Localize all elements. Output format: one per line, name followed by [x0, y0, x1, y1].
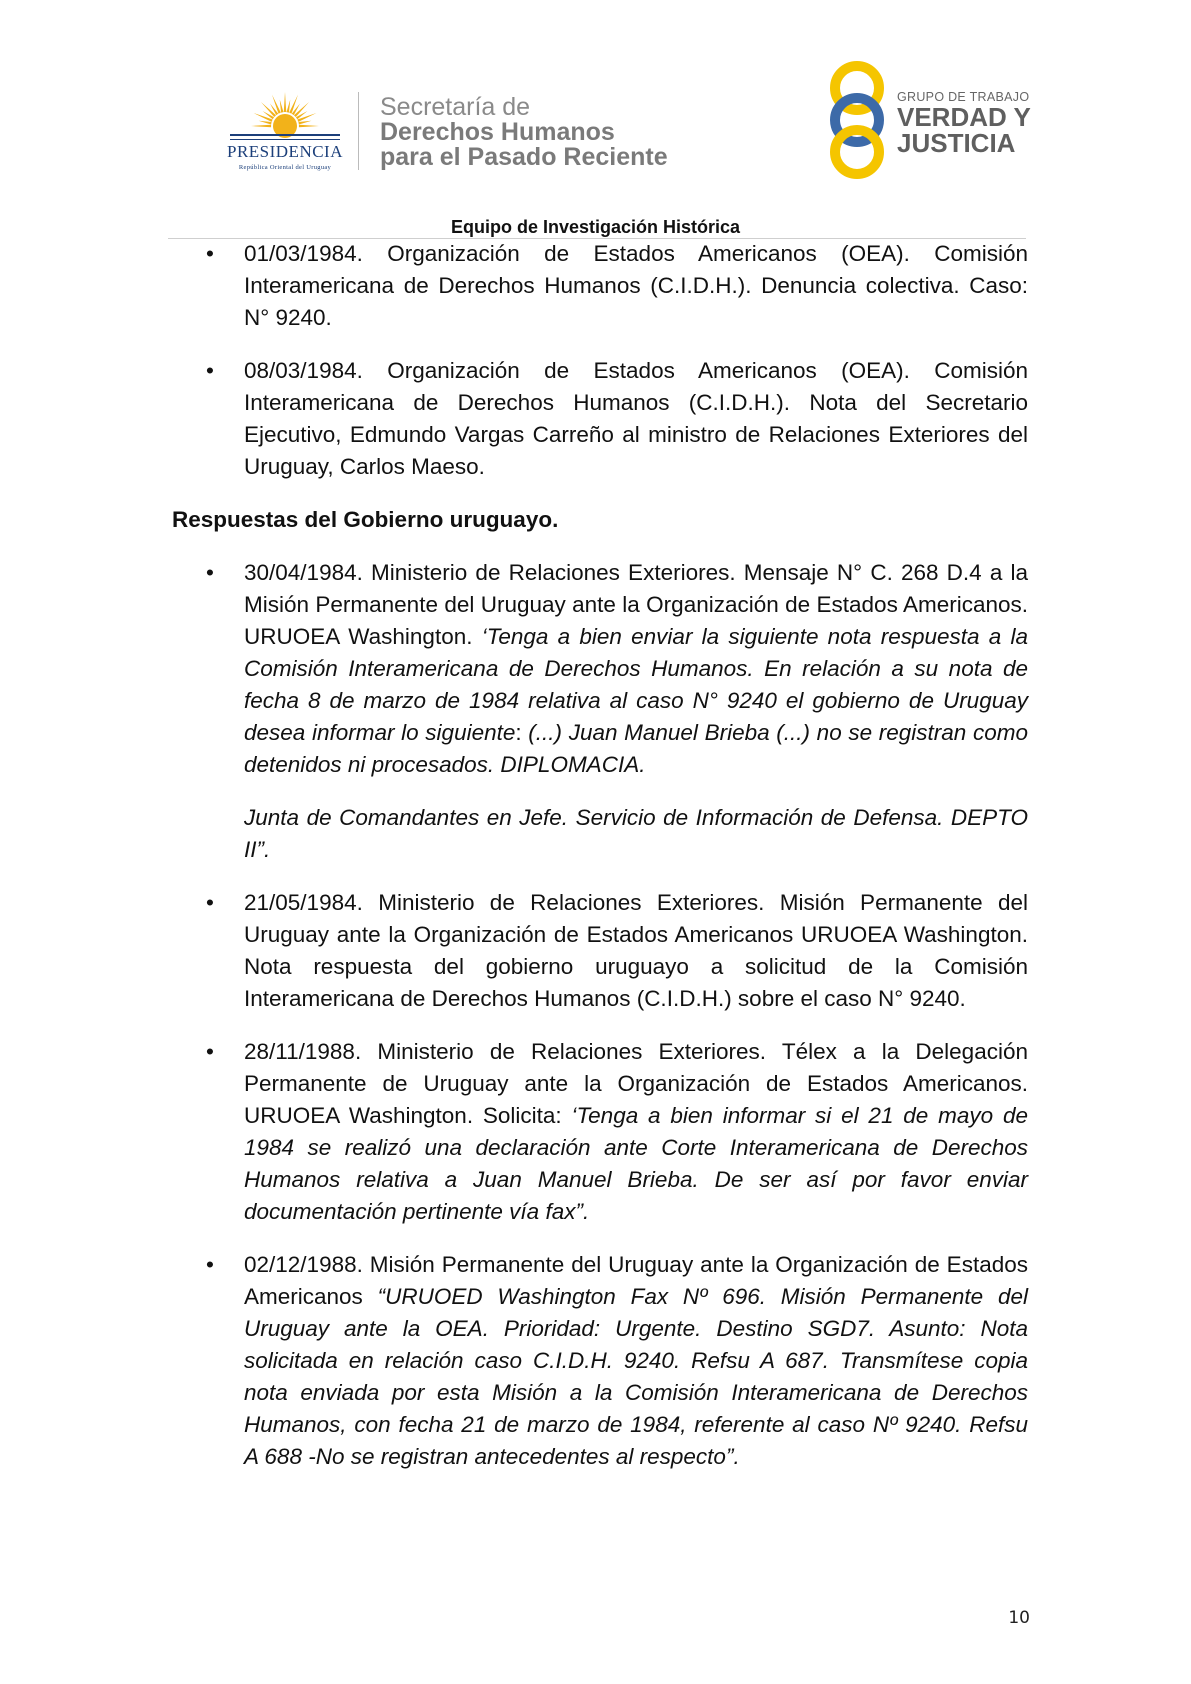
bullet-icon: •: [206, 560, 214, 585]
sun-ray: [284, 92, 287, 112]
header-divider: [358, 92, 359, 170]
grupo-line-2: VERDAD Y: [897, 102, 1031, 132]
sun-ray: [272, 95, 281, 114]
presidencia-text: PRESIDENCIA: [226, 142, 343, 161]
list-item: [172, 887, 1028, 1015]
item-quote-extra: Junta de Comandantes en Jefe. Servicio de Información de Defensa. DEPTO II”.: [244, 805, 1028, 862]
bullet-icon: •: [206, 1252, 214, 1277]
bullet-icon: •: [206, 890, 214, 915]
item-quote-2: (...) Juan Manuel Brieba (...) no se registran como detenidos ni procesados. DIPLOMACIA.: [244, 720, 1028, 777]
sun-ray: [298, 121, 311, 125]
list-item: [172, 557, 1028, 866]
team-title: Equipo de Investigación Histórica: [450, 217, 741, 237]
item-text: 28/11/1988. Ministerio de Relaciones Exteriores. Télex a la Delegación Permanente de Uruguay ante la Organización de Estados Americanos. URUOEA Washington. Solicita:: [244, 1039, 1028, 1128]
page-number: 10: [1008, 1608, 1030, 1628]
list-item: [172, 238, 1028, 334]
list-1: [172, 238, 1028, 483]
bullet-icon: •: [206, 1039, 214, 1064]
secretaria-line-2: Derechos Humanos: [380, 118, 615, 146]
grupo-trabajo-logo: [820, 58, 1050, 183]
sun-ray: [259, 121, 272, 125]
sun-ray: [299, 125, 319, 128]
presidencia-logo: [210, 88, 360, 180]
document-body: [172, 238, 1028, 1494]
list-item: [172, 1249, 1028, 1473]
item-text: 02/12/1988. Misión Permanente del Uruguay ante la Organización de Estados Americanos: [244, 1252, 1028, 1309]
sun-ray: [280, 100, 284, 113]
bullet-icon: •: [206, 358, 214, 383]
item-text-2: :: [515, 720, 529, 745]
linked-rings-icon: [820, 58, 895, 183]
item-quote: ‘Tenga a bien enviar la siguiente nota respuesta a la Comisión Interamericana de Derechos Humanos. En relación a su nota de fecha 8 de marzo de 1984 relativa al caso N° 9240 el gobierno de Uruguay desea informar lo siguiente: [244, 624, 1028, 745]
grupo-line-1: GRUPO DE TRABAJO: [897, 90, 1030, 104]
item-text: 01/03/1984. Organización de Estados Americanos (OEA). Comisión Interamericana de Derechos Humanos (C.I.D.H.). Denuncia colectiva. Caso: N° 9240.: [244, 241, 1028, 330]
item-text: 21/05/1984. Ministerio de Relaciones Exteriores. Misión Permanente del Uruguay ante la Organización de Estados Americanos URUOEA Washington. Nota respuesta del gobierno uruguayo a solicitud de la Comisión Interamericana de Derechos Humanos (C.I.D.H.) sobre el caso N° 9240.: [244, 890, 1028, 1011]
sun-ray: [289, 95, 298, 114]
grupo-line-3: JUSTICIA: [897, 128, 1016, 158]
sun-ray: [286, 100, 290, 113]
sun-ray: [254, 113, 273, 122]
item-quote: “URUOED Washington Fax Nº 696. Misión Permanente del Uruguay ante la OEA. Prioridad: Urgente. Destino SGD7. Asunto: Nota solicitada en relación caso C.I.D.H. 9240. Refsu A 687. Transmítese copia nota enviada por esta Misión a la Comisión Interamericana de Derechos Humanos, con fecha 21 de marzo de 1984, referente al caso Nº 9240. Refsu A 688 -No se registran antecedentes al respecto”.: [244, 1284, 1028, 1469]
item-text: 30/04/1984. Ministerio de Relaciones Exteriores. Mensaje N° C. 268 D.4 a la Misión Permanente del Uruguay ante la Organización de Estados Americanos. URUOEA Washington.: [244, 560, 1028, 649]
page-header: [0, 0, 1191, 240]
secretaria-line-1: Secretaría de: [380, 93, 531, 121]
secretaria-logo-text: [380, 95, 668, 170]
presidencia-subtext: República Oriental del Uruguay: [238, 164, 332, 171]
grupo-trabajo-text: [897, 90, 1031, 156]
list-item: [172, 1036, 1028, 1228]
item-quote: ‘Tenga a bien informar si el 21 de mayo de 1984 se realizó una declaración ante Corte Interamericana de Derechos Humanos relativa a Juan Manuel Brieba. De ser así por favor enviar documentación pertinente vía fax”.: [244, 1103, 1028, 1224]
secretaria-line-3: para el Pasado Reciente: [380, 143, 668, 171]
list-2: [172, 557, 1028, 1473]
item-text: 08/03/1984. Organización de Estados Americanos (OEA). Comisión Interamericana de Derechos Humanos (C.I.D.H.). Nota del Secretario Ejecutivo, Edmundo Vargas Carreño al ministro de Relaciones Exteriores del Uruguay, Carlos Maeso.: [244, 358, 1028, 479]
section-heading: Respuestas del Gobierno uruguayo.: [172, 507, 559, 532]
bullet-icon: •: [206, 241, 214, 266]
sun-ray: [251, 125, 271, 128]
sun-icon: [210, 88, 360, 148]
list-item: [172, 355, 1028, 483]
sun-ray: [297, 113, 316, 122]
